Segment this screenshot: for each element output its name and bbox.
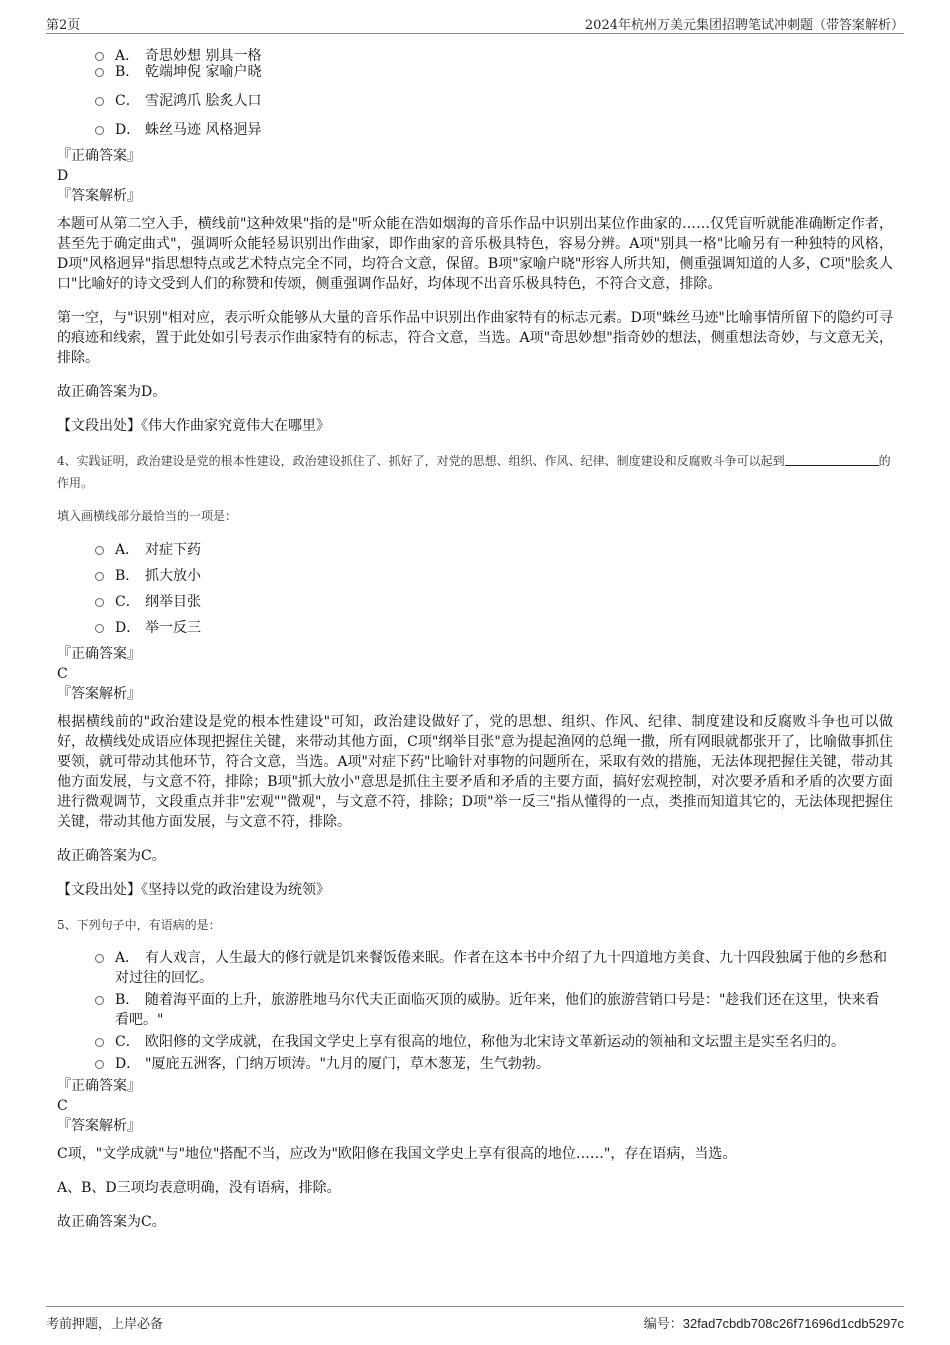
analysis-label: 『答案解析』 bbox=[57, 188, 141, 204]
answer-value: C bbox=[57, 666, 68, 682]
document-id: 编号：32fad7cbdb708c26f71696d1cdb5297c bbox=[643, 1316, 904, 1332]
analysis-label: 『答案解析』 bbox=[57, 1118, 141, 1134]
analysis-label: 『答案解析』 bbox=[57, 686, 141, 702]
radio-icon[interactable] bbox=[95, 624, 104, 633]
q3-option-b[interactable]: B． 乾端坤倪 家喻户晓 bbox=[95, 62, 893, 82]
answer-label: 『正确答案』 bbox=[57, 148, 141, 164]
radio-icon[interactable] bbox=[95, 126, 104, 135]
radio-icon[interactable] bbox=[95, 954, 104, 963]
q5-analysis bbox=[57, 1144, 893, 1232]
q3-option-a[interactable]: A． 奇思妙想 别具一格 bbox=[95, 46, 893, 66]
radio-icon[interactable] bbox=[95, 52, 104, 61]
q3-analysis bbox=[57, 214, 893, 402]
q5-option-b[interactable]: B． 随着海平面的上升，旅游胜地马尔代夫正面临灭顶的威胁。近年来，他们的旅游营销口号是："趁我们还在这里，快来看看吧。" bbox=[95, 990, 893, 1030]
q4-option-b[interactable]: B． 抓大放小 bbox=[95, 566, 893, 586]
footer-divider bbox=[46, 1306, 904, 1307]
q5-question: 5、下列句子中，有语病的是： bbox=[57, 918, 221, 932]
q4-analysis bbox=[57, 712, 893, 866]
analysis-paragraph: 本题可从第二空入手，横线前"这种效果"指的是"听众能在浩如烟海的音乐作品中识别出某位作曲家的……仅凭盲听就能准确断定作者，甚至先于确定曲式"，强调听众能轻易识别出作曲家，即作曲家的音乐极具特色，容易分辨。A项"别具一格"比喻另有一种独特的风格，D项"风格迥异"指思想特点或艺术特点完全不同，均符合文意，保留。B项"家喻户晓"形容人所共知，侧重强调知道的人多，C项"脍炙人口"比喻好的诗文受到人们的称赞和传颂，侧重强调作品好，均体现不出音乐极具特色，不符合文意，排除。 bbox=[57, 216, 893, 292]
page-number: 第2页 bbox=[46, 18, 81, 33]
source-citation: 【文段出处】《坚持以党的政治建设为统领》 bbox=[57, 882, 330, 898]
q3-option-d[interactable]: D． 蛛丝马迹 风格迥异 bbox=[95, 120, 893, 140]
q4-options bbox=[95, 540, 893, 638]
analysis-conclusion: 故正确答案为D。 bbox=[57, 384, 167, 400]
radio-icon[interactable] bbox=[95, 68, 104, 77]
answer-label: 『正确答案』 bbox=[57, 1078, 141, 1094]
radio-icon[interactable] bbox=[95, 572, 104, 581]
analysis-paragraph: 第一空，与"识别"相对应，表示听众能够从大量的音乐作品中识别出作曲家特有的标志元素。D项"蛛丝马迹"比喻事情所留下的隐约可寻的痕迹和线索，置于此处如引号表示作曲家特有的标志，符合文意，当选。A项"奇思妙想"指奇妙的想法，侧重想法奇妙，与文意无关，排除。 bbox=[57, 310, 893, 366]
footer-slogan: 考前押题，上岸必备 bbox=[46, 1317, 164, 1332]
radio-icon[interactable] bbox=[95, 1038, 104, 1047]
q4-option-a[interactable]: A． 对症下药 bbox=[95, 540, 893, 560]
q5-options bbox=[95, 948, 893, 1074]
answer-value: C bbox=[57, 1098, 68, 1114]
document-title: 2024年杭州万美元集团招聘笔试冲刺题（带答案解析） bbox=[584, 18, 904, 33]
q4-question: 4、实践证明，政治建设是党的根本性建设，政治建设抓住了、抓好了，对党的思想、组织、作风、纪律、制度建设和反腐败斗争可以起到 的作用。 bbox=[57, 454, 891, 490]
analysis-paragraph: 根据横线前的"政治建设是党的根本性建设"可知，政治建设做好了，党的思想、组织、作风、纪律、制度建设和反腐败斗争也可以做好，故横线处成语应体现把握住关键，来带动其他方面，C项"纲举目张"意为提起渔网的总绳一撒，所有网眼就都张开了，比喻做事抓住要领，就可带动其他环节，符合文意，当选。A项"对症下药"比喻针对事物的问题所在，采取有效的措施，无法体现把握住关键，带动其他方面发展，与文意不符，排除；B项"抓大放小"意思是抓住主要矛盾和矛盾的主要方面，搞好宏观控制，对次要矛盾和矛盾的次要方面进行微观调节，文段重点并非"宏观""微观"，与文意不符，排除；D项"举一反三"指从懂得的一点，类推而知道其它的，无法体现把握住关键，带动其他方面发展，与文意不符，排除。 bbox=[57, 714, 893, 830]
radio-icon[interactable] bbox=[95, 546, 104, 555]
q5-option-a[interactable]: A． 有人戏言，人生最大的修行就是饥来餐饭倦来眠。作者在这本书中介绍了九十四道地方美食、九十四段独属于他的乡愁和对过往的回忆。 bbox=[95, 948, 893, 988]
q4-prompt: 填入画横线部分最恰当的一项是： bbox=[57, 509, 238, 523]
header-divider bbox=[46, 33, 904, 34]
radio-icon[interactable] bbox=[95, 97, 104, 106]
radio-icon[interactable] bbox=[95, 598, 104, 607]
radio-icon[interactable] bbox=[95, 1060, 104, 1069]
q5-option-c[interactable]: C． 欧阳修的文学成就，在我国文学史上享有很高的地位，称他为北宋诗文革新运动的领袖和文坛盟主是实至名归的。 bbox=[95, 1032, 893, 1052]
analysis-conclusion: 故正确答案为C。 bbox=[57, 848, 166, 864]
radio-icon[interactable] bbox=[95, 996, 104, 1005]
q4-option-d[interactable]: D． 举一反三 bbox=[95, 618, 893, 638]
source-citation: 【文段出处】《伟大作曲家究竟伟大在哪里》 bbox=[57, 418, 330, 434]
q5-option-d[interactable]: D． "厦庇五洲客，门纳万顷涛。"九月的厦门，草木葱茏，生气勃勃。 bbox=[95, 1054, 893, 1074]
q4-option-c[interactable]: C． 纲举目张 bbox=[95, 592, 893, 612]
analysis-conclusion: 故正确答案为C。 bbox=[57, 1214, 166, 1230]
q3-option-c[interactable]: C． 雪泥鸿爪 脍炙人口 bbox=[95, 91, 893, 111]
answer-label: 『正确答案』 bbox=[57, 646, 141, 662]
analysis-paragraph: C项，"文学成就"与"地位"搭配不当，应改为"欧阳修在我国文学史上享有很高的地位……"，存在语病，当选。 bbox=[57, 1146, 737, 1162]
analysis-paragraph: A、B、D三项均表意明确，没有语病，排除。 bbox=[57, 1180, 341, 1196]
answer-value: D bbox=[57, 168, 69, 184]
q3-options bbox=[95, 46, 893, 140]
fill-blank bbox=[785, 453, 879, 466]
document-body bbox=[57, 46, 893, 1302]
